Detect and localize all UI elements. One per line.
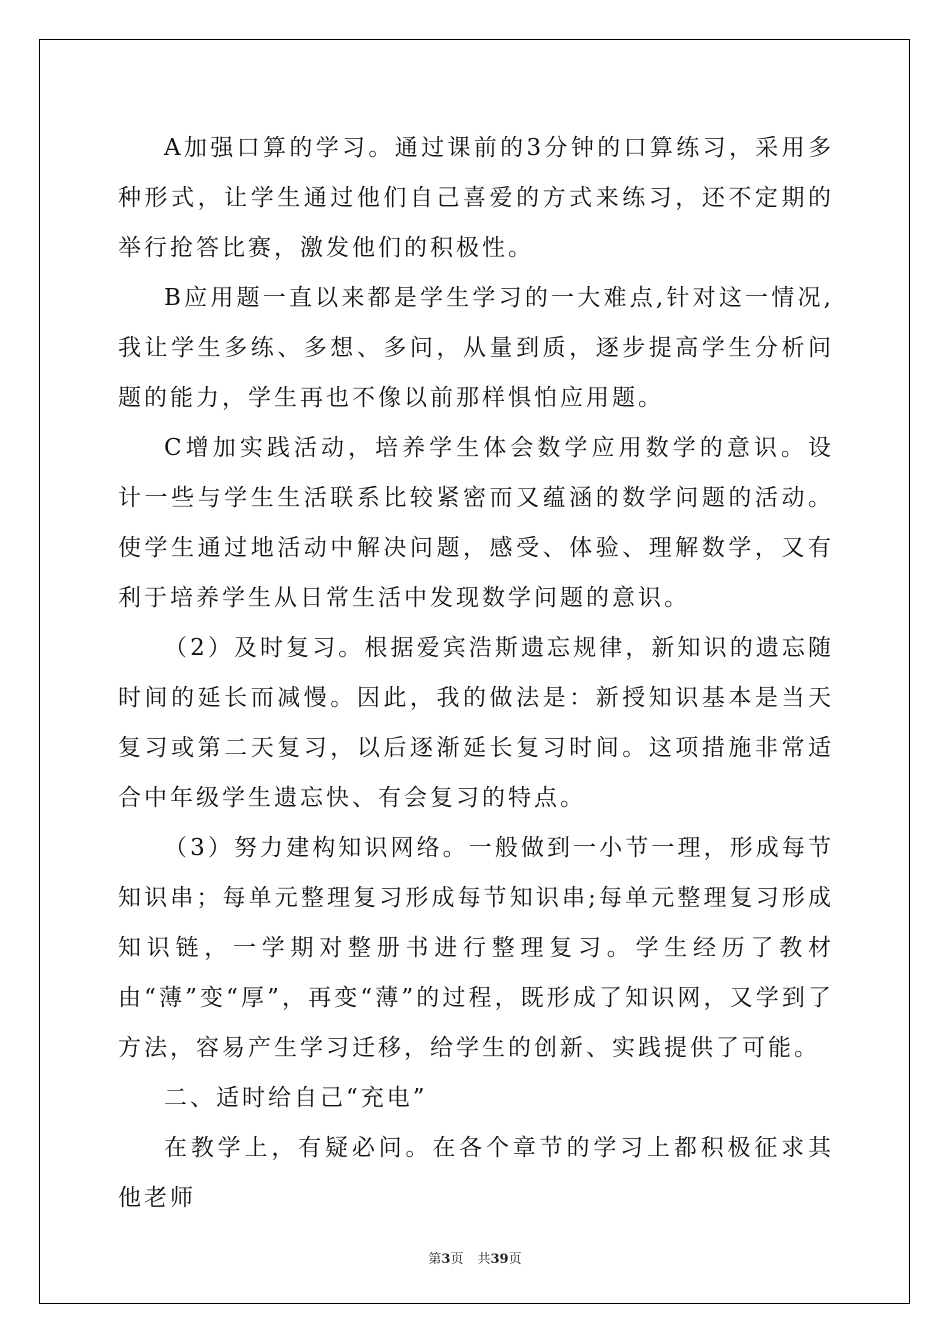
paragraph-teaching-questions: 在教学上，有疑必问。在各个章节的学习上都积极征求其他老师 <box>118 1135 834 1211</box>
total-suffix: 页 <box>508 1252 522 1267</box>
page-footer <box>0 1248 950 1267</box>
document-body <box>118 123 834 1223</box>
paragraph-timely-review: （2）及时复习。根据爱宾浩斯遗忘规律，新知识的遗忘随时间的延长而减慢。因此，我的做法是：新授知识基本是当天复习或第二天复习，以后逐渐延长复习时间。这项措施非常适合中年级学生遗忘快、有会复习的特点。 <box>118 635 834 811</box>
paragraph-word-problems: B应用题一直以来都是学生学习的一大难点,针对这一情况,我让学生多练、多想、多问，从量到质，逐步提高学生分析问题的能力，学生再也不像以前那样惧怕应用题。 <box>118 285 834 411</box>
paragraph-oral-calculation: A加强口算的学习。通过课前的3分钟的口算练习，采用多种形式，让学生通过他们自己喜爱的方式来练习，还不定期的举行抢答比赛，激发他们的积极性。 <box>118 135 834 261</box>
section-heading-recharge: 二、适时给自己“充电” <box>164 1085 428 1111</box>
total-prefix: 共 <box>477 1252 491 1267</box>
page-total-number: 39 <box>490 1252 509 1267</box>
paragraph-knowledge-network: （3）努力建构知识网络。一般做到一小节一理，形成每节知识串；每单元整理复习形成每节知识串;每单元整理复习形成知识链，一学期对整册书进行整理复习。学生经历了教材由“薄”变“厚”，再变“薄”的过程，既形成了知识网，又学到了方法，容易产生学习迁移，给学生的创新、实践提供了可能。 <box>118 835 834 1061</box>
page-suffix: 页 <box>450 1252 464 1267</box>
page-current-number: 3 <box>441 1252 451 1267</box>
paragraph-practice-activities: C增加实践活动，培养学生体会数学应用数学的意识。设计一些与学生生活联系比较紧密而又蕴涵的数学问题的活动。使学生通过地活动中解决问题，感受、体验、理解数学，又有利于培养学生从日常生活中发现数学问题的意识。 <box>118 435 834 611</box>
page-prefix: 第 <box>428 1252 442 1267</box>
